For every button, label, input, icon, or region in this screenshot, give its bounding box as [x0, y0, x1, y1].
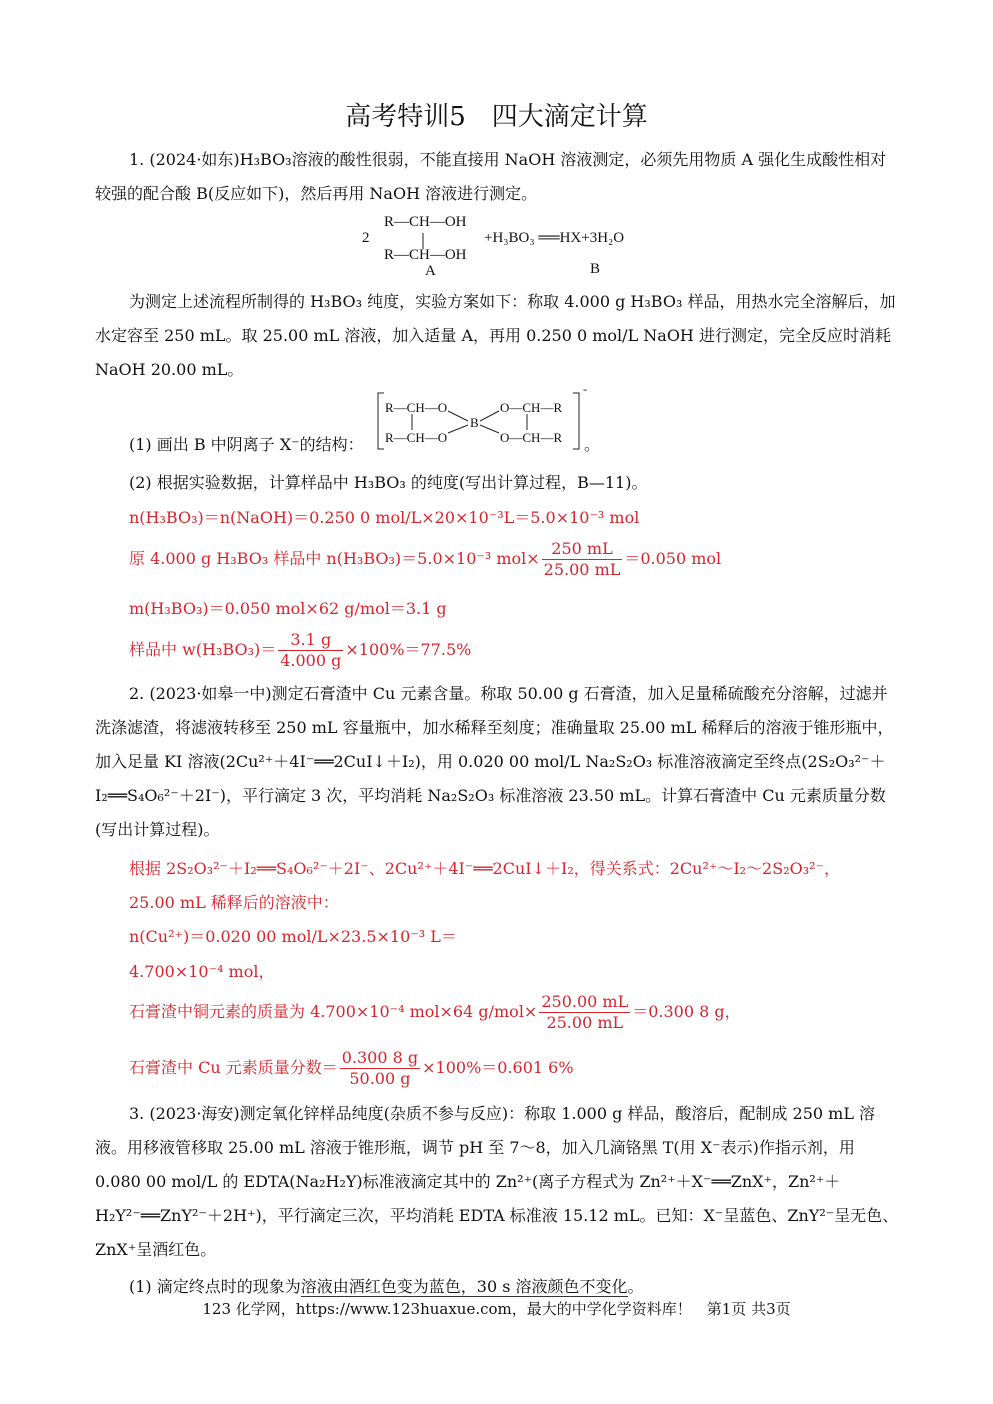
rx-rhs: +H₃BO₃ ══HX+3H₂O — [484, 230, 625, 246]
rx-a-bond — [418, 233, 428, 249]
page-footer: 123 化学网，https://www.123huaxue.com，最大的中学化学资料库！ 第1页 共3页 — [202, 1300, 791, 1318]
rx-label-a: A — [425, 263, 436, 279]
rx-label-b: B — [590, 261, 601, 277]
q1-part1: (1) 画出 B 中阴离子 X⁻的结构： — [129, 435, 364, 454]
q2-answer-line2: 25.00 mL 稀释后的溶液中： — [129, 893, 339, 912]
q1-answer-line1: n(H₃BO₃)＝n(NaOH)＝0.250 0 mol/L×20×10⁻³L＝5.0×10⁻³ mol — [129, 508, 640, 527]
struct-left-bottom: R—CH—O — [385, 430, 448, 445]
rx-a-bottom: R—CH—OH — [384, 247, 467, 263]
q2-answer-line6: 石膏渣中 Cu 元素质量分数＝ $\frac{0.300 8 g}{50.00 g}$ ×100%＝0.601 6% — [129, 1048, 574, 1088]
q3-part1-answer: 溶液由酒红色变为蓝色，30 s 溶液颜色不变化 — [300, 1277, 628, 1296]
rx-a-top: R—CH—OH — [384, 214, 467, 230]
q2-answer-line5: 石膏渣中铜元素的质量为 4.700×10⁻⁴ mol×64 g/mol× $\frac{250.00 mL}{25.00 mL}$ ＝0.300 8 g， — [129, 992, 741, 1032]
q3-stem: 3. (2023·海安)测定氧化锌样品纯度(杂质不参与反应)：称取 1.000 g 样品，酸溶后，配制成 250 mL 溶液。用移液管移取 25.00 mL 溶液于锥形瓶，调节 pH 至 7～8，加入几滴铬黑 T(用 X⁻表示)作指示剂，用 0.080 00 mol/L 的 EDTA(Na₂H₂Y)标准液滴定其中的 Zn²⁺(离子方程式为 Zn²⁺＋X⁻══ZnX⁺，Zn²⁺＋H₂Y²⁻══ZnY²⁻＋2H⁺)，平行滴定三次，平均消耗 EDTA 标准液 15.12 mL。已知：X⁻呈蓝色、ZnY²⁻呈无色、ZnX⁺呈酒红色。 — [95, 1104, 899, 1259]
q1-scheme: 为测定上述流程所制得的 H₃BO₃ 纯度，实验方案如下：称取 4.000 g H₃BO₃ 样品，用热水完全溶解后，加水定容至 250 mL。取 25.00 mL 溶液，加入适量 A，再用 0.250 0 mol/L NaOH 进行测定，完全反应时消耗 NaOH 20.00 mL。 — [95, 292, 896, 379]
q1-stem: 1. (2024·如东)H₃BO₃溶液的酸性很弱，不能直接用 NaOH 溶液测定，必须先用物质 A 强化生成酸性相对较强的配合酸 B(反应如下)，然后再用 NaOH 溶液进行测定。 — [95, 150, 887, 203]
q1-answer-line3: m(H₃BO₃)＝0.050 mol×62 g/mol＝3.1 g — [129, 599, 447, 618]
rx-coef: 2 — [362, 230, 370, 246]
q1-answer-line2: 原 4.000 g H₃BO₃ 样品中 n(H₃BO₃)＝5.0×10⁻³ mol× $\frac{250 mL}{25.00 mL}$ ＝0.050 mol — [129, 539, 722, 579]
q1-part2: (2) 根据实验数据，计算样品中 H₃BO₃ 的纯度(写出计算过程，B—11)。 — [129, 473, 648, 492]
q2-answer-line4: 4.700×10⁻⁴ mol， — [129, 962, 275, 981]
q1-part1-end: 。 — [584, 435, 601, 454]
q2-answer-line3: n(Cu²⁺)＝0.020 00 mol/L×23.5×10⁻³ L＝ — [129, 927, 457, 946]
struct-charge: - — [583, 382, 587, 396]
q2-answer-line1: 根据 2S₂O₃²⁻＋I₂══S₄O₆²⁻＋2I⁻、2Cu²⁺＋4I⁻══2CuI↓＋I₂，得关系式：2Cu²⁺～I₂～2S₂O₃²⁻， — [129, 859, 840, 878]
struct-left-top: R—CH—O — [385, 400, 448, 415]
struct-right-bottom: O—CH—R — [500, 430, 563, 445]
q3-part1: (1) 滴定终点时的现象为溶液由酒红色变为蓝色，30 s 溶液颜色不变化。 — [129, 1277, 644, 1296]
page-title: 高考特训5 四大滴定计算 — [345, 102, 648, 132]
struct-boron: B — [470, 415, 479, 430]
q1-answer-line4: 样品中 w(H₃BO₃)＝ $\frac{3.1 g}{4.000 g}$ ×100%＝77.5% — [129, 630, 472, 670]
q2-stem: 2. (2023·如皋一中)测定石膏渣中 Cu 元素含量。称取 50.00 g 石膏渣，加入足量稀硫酸充分溶解，过滤并洗涤滤渣，将滤液转移至 250 mL 容量瓶中，加水稀释至刻度；准确量取 25.00 mL 稀释后的溶液于锥形瓶中，加入足量 KI 溶液(2Cu²⁺＋4I⁻══2CuI↓＋I₂)，用 0.020 00 mol/L Na₂S₂O₃ 标准溶液滴定至终点(2S₂O₃²⁻＋I₂══S₄O₆²⁻＋2I⁻)，平行滴定 3 次，平均消耗 Na₂S₂O₃ 标准溶液 23.50 mL。计算石膏渣中 Cu 元素质量分数(写出计算过程)。 — [95, 684, 894, 839]
struct-right-top: O—CH—R — [500, 400, 563, 415]
